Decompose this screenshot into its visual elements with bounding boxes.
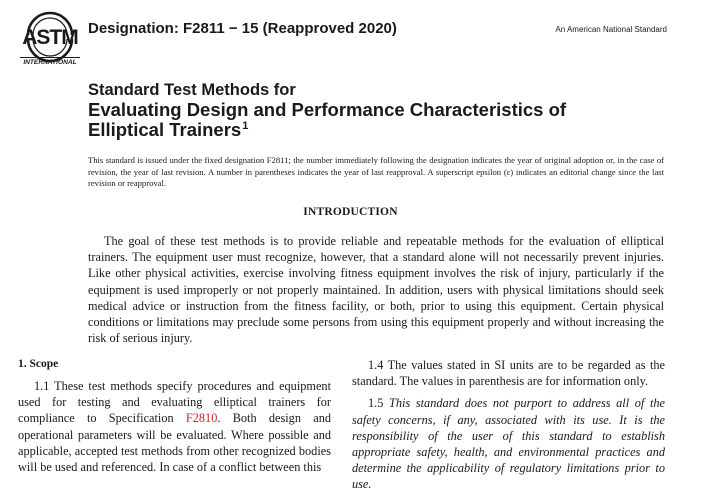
astm-logo xyxy=(18,8,82,66)
section-1-1 xyxy=(18,378,331,475)
title-line-2: Evaluating Design and Performance Characteristics of xyxy=(88,99,567,120)
scope-heading: 1. Scope xyxy=(18,358,59,370)
section-1-5-number: 1.5 xyxy=(368,396,390,411)
title-footnote-marker[interactable]: 1 xyxy=(242,120,249,132)
right-column xyxy=(352,357,665,493)
introduction-heading: INTRODUCTION xyxy=(303,206,398,218)
section-1-5-text: This standard does not purport to address all of the safety concerns, if any, associated with its use. It is the responsibility of the user of this standard to establish appropriate safety, health, and environmental practices and determine the applicability of regulatory limitations prior to use. xyxy=(352,396,665,492)
introduction-text: The goal of these test methods is to provide reliable and repeatable methods for the evaluation of elliptical trainers. The equipment user must recognize, however, that a standard alone will not necessarily prevent injuries. Like other physical activities, exercise involving fitness equipment involves the risk of injury, particularly if the equipment is used improperly or not properly maintained. In addition, users with physical limitations should seek medical advice or instruction from the fitness facility, or both, prior to using this equipment. Certain physical conditions or limitations may preclude some persons from using this equipment properly and without increasing the risk of serious injury. xyxy=(88,234,664,346)
section-1-1-text-a: 1.1 These test methods specify procedures and equipment used for testing and evaluating elliptical trainers for compliance to Specification xyxy=(18,379,331,426)
section-1-5 xyxy=(352,395,665,492)
title-line-1: Standard Test Methods for xyxy=(88,81,296,99)
spec-f2810-link[interactable]: F2810 xyxy=(185,411,218,426)
left-column xyxy=(18,358,331,475)
section-1-4: 1.4 The values stated in SI units are to be regarded as the standard. The values in parenthesis are for information only. xyxy=(352,358,665,389)
section-1-1-text-b: . Both design and operational parameters will be evaluated. Where possible and applicable, accepted test methods from other recognized bodies will be used and referenced. In case of a conflict between this xyxy=(18,411,332,475)
svg-text:ASTM: ASTM xyxy=(22,26,78,49)
designation-notice: This standard is issued under the fixed designation F2811; the number immediately following the designation indicates the year of original adoption or, in the case of revision, the year of last revision. A number in parentheses indicates the year of last reapproval. A superscript epsilon (ε) indicates an editorial change since the last revision or reapproval. xyxy=(88,155,664,188)
american-national-standard: An American National Standard xyxy=(555,25,667,34)
title-line-3-text: Elliptical Trainers xyxy=(88,119,242,140)
document-title xyxy=(88,80,566,140)
svg-text:INTERNATIONAL: INTERNATIONAL xyxy=(23,59,77,66)
designation: Designation: F2811 − 15 (Reapproved 2020) xyxy=(88,20,397,37)
title-line-3 xyxy=(88,120,566,140)
